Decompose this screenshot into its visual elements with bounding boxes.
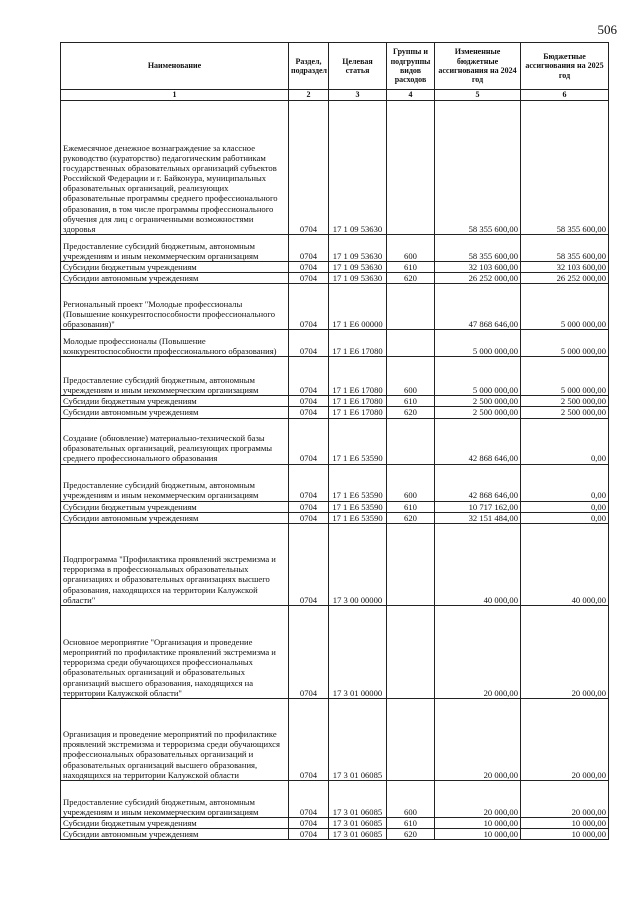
table-row (61, 407, 609, 418)
row-group (387, 533, 435, 605)
row-amended-2024: 40 000,00 (435, 533, 521, 605)
row-section: 0704 (289, 617, 329, 698)
row-amended-2024: 2 500 000,00 (435, 396, 521, 407)
table-row (61, 428, 609, 464)
row-group: 600 (387, 369, 435, 396)
column-number: 1 (61, 90, 289, 101)
spacer-cell (387, 357, 435, 369)
spacer-cell (289, 464, 329, 474)
spacer-cell (387, 464, 435, 474)
row-budget-2025: 10 000,00 (521, 817, 609, 828)
row-group: 620 (387, 828, 435, 839)
row-section: 0704 (289, 512, 329, 523)
header-name: Наименование (61, 43, 289, 90)
spacer-row (61, 605, 609, 617)
spacer-cell (61, 780, 289, 790)
table-row (61, 617, 609, 698)
table-row (61, 533, 609, 605)
spacer-cell (289, 101, 329, 117)
spacer-cell (289, 780, 329, 790)
row-group: 610 (387, 396, 435, 407)
row-name: Субсидии автономным учреждениям (61, 512, 289, 523)
spacer-row (61, 101, 609, 117)
row-budget-2025: 0,00 (521, 501, 609, 512)
table-row (61, 273, 609, 284)
row-target: 17 1 Е6 53590 (329, 501, 387, 512)
row-name: Субсидии бюджетным учреждениям (61, 501, 289, 512)
table-row (61, 828, 609, 839)
row-group (387, 708, 435, 780)
spacer-cell (329, 357, 387, 369)
row-budget-2025: 0,00 (521, 512, 609, 523)
row-name: Создание (обновление) материально-технической базы образовательных организаций, реализующих программы среднего профессионального образования (61, 428, 289, 464)
spacer-cell (329, 284, 387, 294)
row-amended-2024: 26 252 000,00 (435, 273, 521, 284)
spacer-cell (329, 780, 387, 790)
row-budget-2025: 40 000,00 (521, 533, 609, 605)
row-name: Региональный проект "Молодые профессионалы (Повышение конкурентоспособности профессионального образования)" (61, 294, 289, 330)
row-target: 17 1 Е6 53590 (329, 474, 387, 501)
row-budget-2025: 2 500 000,00 (521, 407, 609, 418)
row-target: 17 1 Е6 17080 (329, 330, 387, 357)
row-name: Субсидии автономным учреждениям (61, 407, 289, 418)
spacer-cell (435, 284, 521, 294)
row-budget-2025: 5 000 000,00 (521, 294, 609, 330)
spacer-cell (435, 464, 521, 474)
row-section: 0704 (289, 790, 329, 817)
spacer-cell (521, 357, 609, 369)
column-number: 6 (521, 90, 609, 101)
row-amended-2024: 20 000,00 (435, 790, 521, 817)
row-section: 0704 (289, 117, 329, 235)
row-section: 0704 (289, 533, 329, 605)
row-amended-2024: 32 151 484,00 (435, 512, 521, 523)
spacer-cell (387, 605, 435, 617)
table-row (61, 294, 609, 330)
row-name: Субсидии бюджетным учреждениям (61, 396, 289, 407)
row-section: 0704 (289, 294, 329, 330)
table-row (61, 117, 609, 235)
row-section: 0704 (289, 396, 329, 407)
spacer-cell (521, 101, 609, 117)
row-group (387, 294, 435, 330)
row-amended-2024: 10 000,00 (435, 817, 521, 828)
spacer-cell (435, 523, 521, 533)
spacer-cell (289, 605, 329, 617)
row-amended-2024: 20 000,00 (435, 708, 521, 780)
row-target: 17 1 09 53630 (329, 262, 387, 273)
column-number: 2 (289, 90, 329, 101)
header-section: Раздел, подраздел (289, 43, 329, 90)
budget-table (60, 42, 609, 840)
row-amended-2024: 42 868 646,00 (435, 474, 521, 501)
spacer-cell (521, 284, 609, 294)
row-group: 620 (387, 273, 435, 284)
row-section: 0704 (289, 273, 329, 284)
spacer-cell (289, 357, 329, 369)
row-section: 0704 (289, 330, 329, 357)
spacer-cell (61, 418, 289, 428)
spacer-row (61, 780, 609, 790)
spacer-cell (329, 101, 387, 117)
row-amended-2024: 5 000 000,00 (435, 369, 521, 396)
spacer-cell (521, 523, 609, 533)
row-target: 17 3 00 00000 (329, 533, 387, 605)
spacer-cell (61, 464, 289, 474)
row-group: 600 (387, 474, 435, 501)
spacer-row (61, 698, 609, 708)
spacer-cell (387, 418, 435, 428)
row-name: Субсидии бюджетным учреждениям (61, 817, 289, 828)
row-budget-2025: 10 000,00 (521, 828, 609, 839)
spacer-cell (289, 284, 329, 294)
row-section: 0704 (289, 828, 329, 839)
row-budget-2025: 20 000,00 (521, 617, 609, 698)
table-row (61, 512, 609, 523)
row-budget-2025: 26 252 000,00 (521, 273, 609, 284)
spacer-cell (289, 418, 329, 428)
spacer-cell (61, 605, 289, 617)
column-number: 3 (329, 90, 387, 101)
row-amended-2024: 42 868 646,00 (435, 428, 521, 464)
header-groups: Группы и подгруппы видов расходов (387, 43, 435, 90)
row-budget-2025: 20 000,00 (521, 708, 609, 780)
header-target: Целевая статья (329, 43, 387, 90)
table-row (61, 330, 609, 357)
row-amended-2024: 47 868 646,00 (435, 294, 521, 330)
table-row (61, 369, 609, 396)
spacer-cell (521, 780, 609, 790)
row-section: 0704 (289, 474, 329, 501)
table-row (61, 262, 609, 273)
row-target: 17 3 01 06085 (329, 708, 387, 780)
row-target: 17 1 Е6 00000 (329, 294, 387, 330)
row-group: 610 (387, 501, 435, 512)
row-group: 610 (387, 262, 435, 273)
row-group: 600 (387, 790, 435, 817)
row-section: 0704 (289, 407, 329, 418)
row-budget-2025: 0,00 (521, 428, 609, 464)
row-target: 17 1 09 53630 (329, 117, 387, 235)
spacer-cell (61, 284, 289, 294)
spacer-cell (329, 605, 387, 617)
spacer-cell (329, 698, 387, 708)
spacer-cell (61, 357, 289, 369)
row-group (387, 330, 435, 357)
table-row (61, 708, 609, 780)
row-amended-2024: 32 103 600,00 (435, 262, 521, 273)
column-number: 5 (435, 90, 521, 101)
spacer-cell (387, 780, 435, 790)
table-row (61, 501, 609, 512)
table-row (61, 235, 609, 262)
row-amended-2024: 10 717 162,00 (435, 501, 521, 512)
row-amended-2024: 5 000 000,00 (435, 330, 521, 357)
row-budget-2025: 58 355 600,00 (521, 117, 609, 235)
row-target: 17 1 Е6 53590 (329, 428, 387, 464)
spacer-cell (61, 698, 289, 708)
row-group: 600 (387, 235, 435, 262)
row-name: Предоставление субсидий бюджетным, автономным учреждениям и иным некоммерческим организациям (61, 369, 289, 396)
row-target: 17 3 01 06085 (329, 817, 387, 828)
row-target: 17 1 Е6 53590 (329, 512, 387, 523)
spacer-cell (435, 357, 521, 369)
spacer-row (61, 418, 609, 428)
row-group (387, 428, 435, 464)
row-target: 17 3 01 00000 (329, 617, 387, 698)
row-name: Организация и проведение мероприятий по профилактике проявлений экстремизма и терроризма среди обучающихся профессиональных образовательных организаций и образовательных организаций высшего образования, находящихся на территории Калужской области (61, 708, 289, 780)
table-row (61, 790, 609, 817)
spacer-cell (289, 698, 329, 708)
row-name: Субсидии автономным учреждениям (61, 828, 289, 839)
row-group: 620 (387, 407, 435, 418)
spacer-cell (329, 523, 387, 533)
row-target: 17 1 09 53630 (329, 273, 387, 284)
spacer-cell (61, 523, 289, 533)
table-body (61, 101, 609, 840)
column-number: 4 (387, 90, 435, 101)
row-budget-2025: 0,00 (521, 474, 609, 501)
spacer-row (61, 523, 609, 533)
row-name: Предоставление субсидий бюджетным, автономным учреждениям и иным некоммерческим организациям (61, 235, 289, 262)
row-group (387, 117, 435, 235)
row-target: 17 1 Е6 17080 (329, 369, 387, 396)
spacer-cell (387, 284, 435, 294)
row-target: 17 3 01 06085 (329, 828, 387, 839)
row-name: Субсидии бюджетным учреждениям (61, 262, 289, 273)
row-section: 0704 (289, 262, 329, 273)
row-section: 0704 (289, 235, 329, 262)
row-section: 0704 (289, 428, 329, 464)
row-name: Подпрограмма "Профилактика проявлений экстремизма и терроризма в профессиональных образовательных организациях и образовательных организациях высшего образования, находящихся на территории Калужской области" (61, 533, 289, 605)
spacer-cell (521, 418, 609, 428)
spacer-cell (387, 698, 435, 708)
spacer-cell (435, 418, 521, 428)
row-budget-2025: 2 500 000,00 (521, 396, 609, 407)
row-target: 17 1 Е6 17080 (329, 396, 387, 407)
spacer-row (61, 464, 609, 474)
row-target: 17 3 01 06085 (329, 790, 387, 817)
spacer-row (61, 357, 609, 369)
table-row (61, 474, 609, 501)
spacer-cell (521, 464, 609, 474)
spacer-cell (521, 605, 609, 617)
header-amended-2024: Измененные бюджетные ассигнования на 2024 год (435, 43, 521, 90)
spacer-cell (387, 101, 435, 117)
spacer-row (61, 284, 609, 294)
row-budget-2025: 32 103 600,00 (521, 262, 609, 273)
spacer-cell (329, 418, 387, 428)
row-target: 17 1 09 53630 (329, 235, 387, 262)
row-name: Предоставление субсидий бюджетным, автономным учреждениям и иным некоммерческим организациям (61, 474, 289, 501)
row-section: 0704 (289, 501, 329, 512)
spacer-cell (521, 698, 609, 708)
row-amended-2024: 10 000,00 (435, 828, 521, 839)
spacer-cell (435, 605, 521, 617)
row-name: Основное мероприятие "Организация и проведение мероприятий по профилактике проявлений экстремизма и терроризма среди обучающихся профессиональных образовательных организаций и образовательных организаций высшего образования, находящихся на территории Калужской области" (61, 617, 289, 698)
row-amended-2024: 20 000,00 (435, 617, 521, 698)
row-section: 0704 (289, 369, 329, 396)
spacer-cell (387, 523, 435, 533)
row-name: Ежемесячное денежное вознаграждение за классное руководство (кураторство) педагогическим работникам государственных образовательных организаций субъектов Российской Федерации и г. Байконура, муниципальных образовательных организаций, реализующих образовательные программы среднего профессионального образования, в том числе программы профессионального обучения для лиц с ограниченными возможностями здоровья (61, 117, 289, 235)
spacer-cell (435, 101, 521, 117)
spacer-cell (61, 101, 289, 117)
row-name: Молодые профессионалы (Повышение конкурентоспособности профессионального образования) (61, 330, 289, 357)
row-amended-2024: 58 355 600,00 (435, 235, 521, 262)
row-name: Предоставление субсидий бюджетным, автономным учреждениям и иным некоммерческим организациям (61, 790, 289, 817)
row-budget-2025: 5 000 000,00 (521, 369, 609, 396)
spacer-cell (435, 780, 521, 790)
spacer-cell (435, 698, 521, 708)
row-amended-2024: 2 500 000,00 (435, 407, 521, 418)
row-budget-2025: 5 000 000,00 (521, 330, 609, 357)
table-row (61, 817, 609, 828)
row-section: 0704 (289, 817, 329, 828)
table-row (61, 396, 609, 407)
spacer-cell (289, 523, 329, 533)
row-section: 0704 (289, 708, 329, 780)
header-budget-2025: Бюджетные ассигнования на 2025 год (521, 43, 609, 90)
row-group: 610 (387, 817, 435, 828)
row-budget-2025: 58 355 600,00 (521, 235, 609, 262)
row-budget-2025: 20 000,00 (521, 790, 609, 817)
row-amended-2024: 58 355 600,00 (435, 117, 521, 235)
row-name: Субсидии автономным учреждениям (61, 273, 289, 284)
row-group: 620 (387, 512, 435, 523)
row-group (387, 617, 435, 698)
page-number: 506 (597, 22, 617, 37)
row-target: 17 1 Е6 17080 (329, 407, 387, 418)
spacer-cell (329, 464, 387, 474)
